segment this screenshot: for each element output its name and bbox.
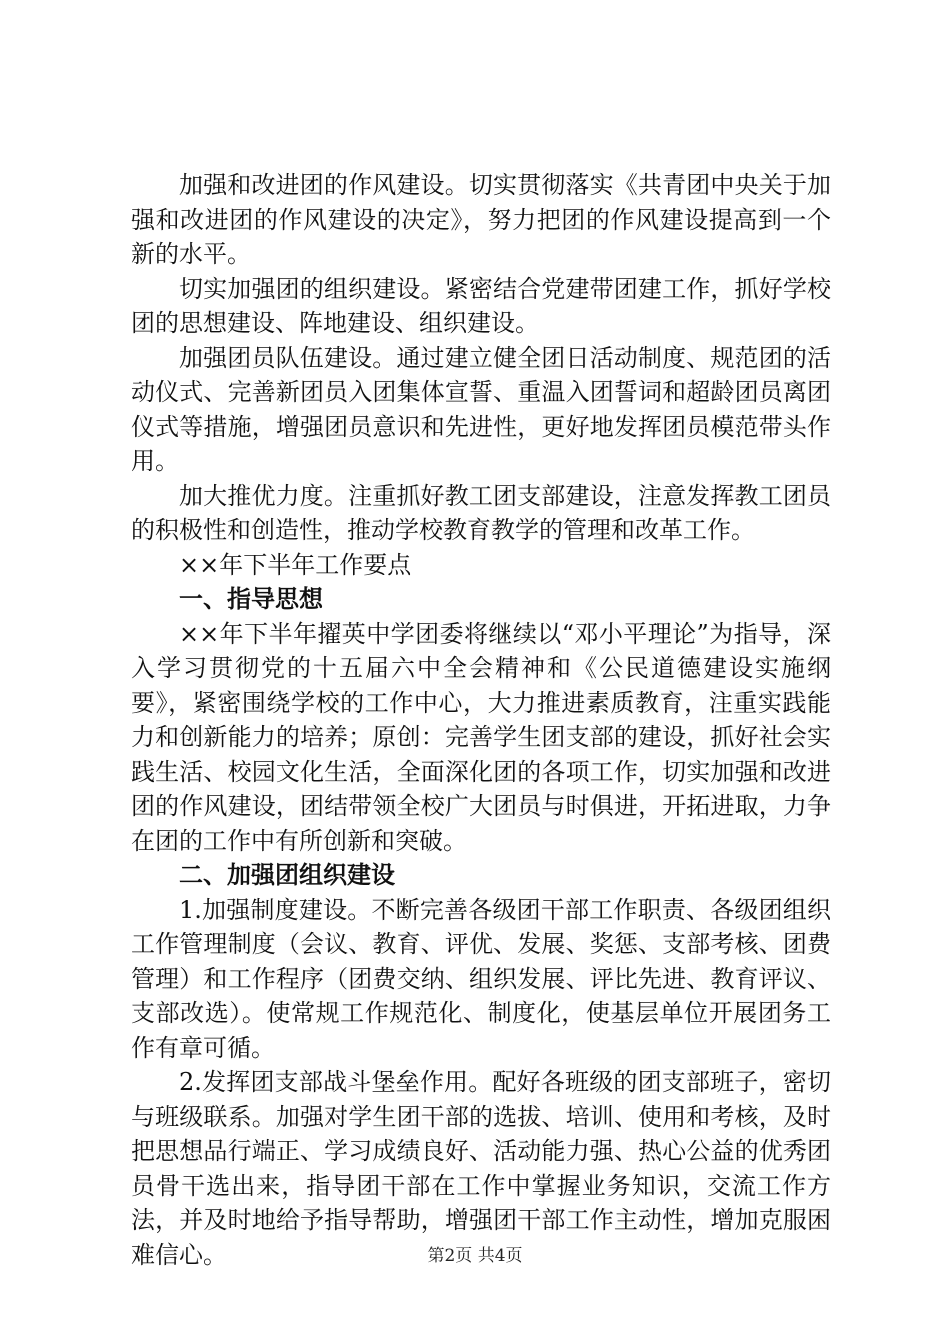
- paragraph-recommend-excellent: 加大推优力度。注重抓好教工团支部建设，注意发挥教工团员的积极性和创造性，推动学校教育教学的管理和改革工作。: [131, 481, 831, 544]
- section-title-work-points: ××年下半年工作要点: [179, 550, 412, 579]
- page-number-footer: 第2页 共4页: [427, 1246, 523, 1266]
- heading-organization-building: 二、加强团组织建设: [179, 860, 395, 889]
- list-item-branch-role: 2.发挥团支部战斗堡垒作用。配好各班级的团支部班子，密切与班级联系。加强对学生团干部的选拔、培训、使用和考核，及时把思想品行端正、学习成绩良好、活动能力强、热心公益的优秀团员骨干选出来，指导团干部在工作中掌握业务知识，交流工作方法，并及时地给予指导帮助，增强团干部工作主动性，增加克服困难信心。: [131, 1068, 831, 1269]
- paragraph-guiding-ideology: ××年下半年擢英中学团委将继续以“邓小平理论”为指导，深入学习贯彻党的十五届六中全会精神和《公民道德建设实施纲要》，紧密围绕学校的工作中心，大力推进素质教育，注重实践能力和创新能力的培养；原创：完善学生团支部的建设，抓好社会实践生活、校园文化生活，全面深化团的各项工作，切实加强和改进团的作风建设，团结带领全校广大团员与时俱进，开拓进取，力争在团的工作中有所创新和突破。: [131, 619, 831, 855]
- paragraph-organization-building: 切实加强团的组织建设。紧密结合党建带团建工作，抓好学校团的思想建设、阵地建设、组织建设。: [131, 274, 831, 337]
- paragraph-style-building: 加强和改进团的作风建设。切实贯彻落实《共青团中央关于加强和改进团的作风建设的决定》，努力把团的作风建设提高到一个新的水平。: [131, 171, 831, 268]
- document-body: [131, 168, 831, 1272]
- heading-guiding-ideology: 一、指导思想: [179, 584, 323, 613]
- list-item-system-building: 1.加强制度建设。不断完善各级团干部工作职责、各级团组织工作管理制度（会议、教育、评优、发展、奖惩、支部考核、团费管理）和工作程序（团费交纳、组织发展、评比先进、教育评议、支部改选）。使常规工作规范化、制度化，使基层单位开展团务工作有章可循。: [131, 895, 831, 1062]
- paragraph-member-team-building: 加强团员队伍建设。通过建立健全团日活动制度、规范团的活动仪式、完善新团员入团集体宣誓、重温入团誓词和超龄团员离团仪式等措施，增强团员意识和先进性，更好地发挥团员模范带头作用。: [131, 343, 831, 475]
